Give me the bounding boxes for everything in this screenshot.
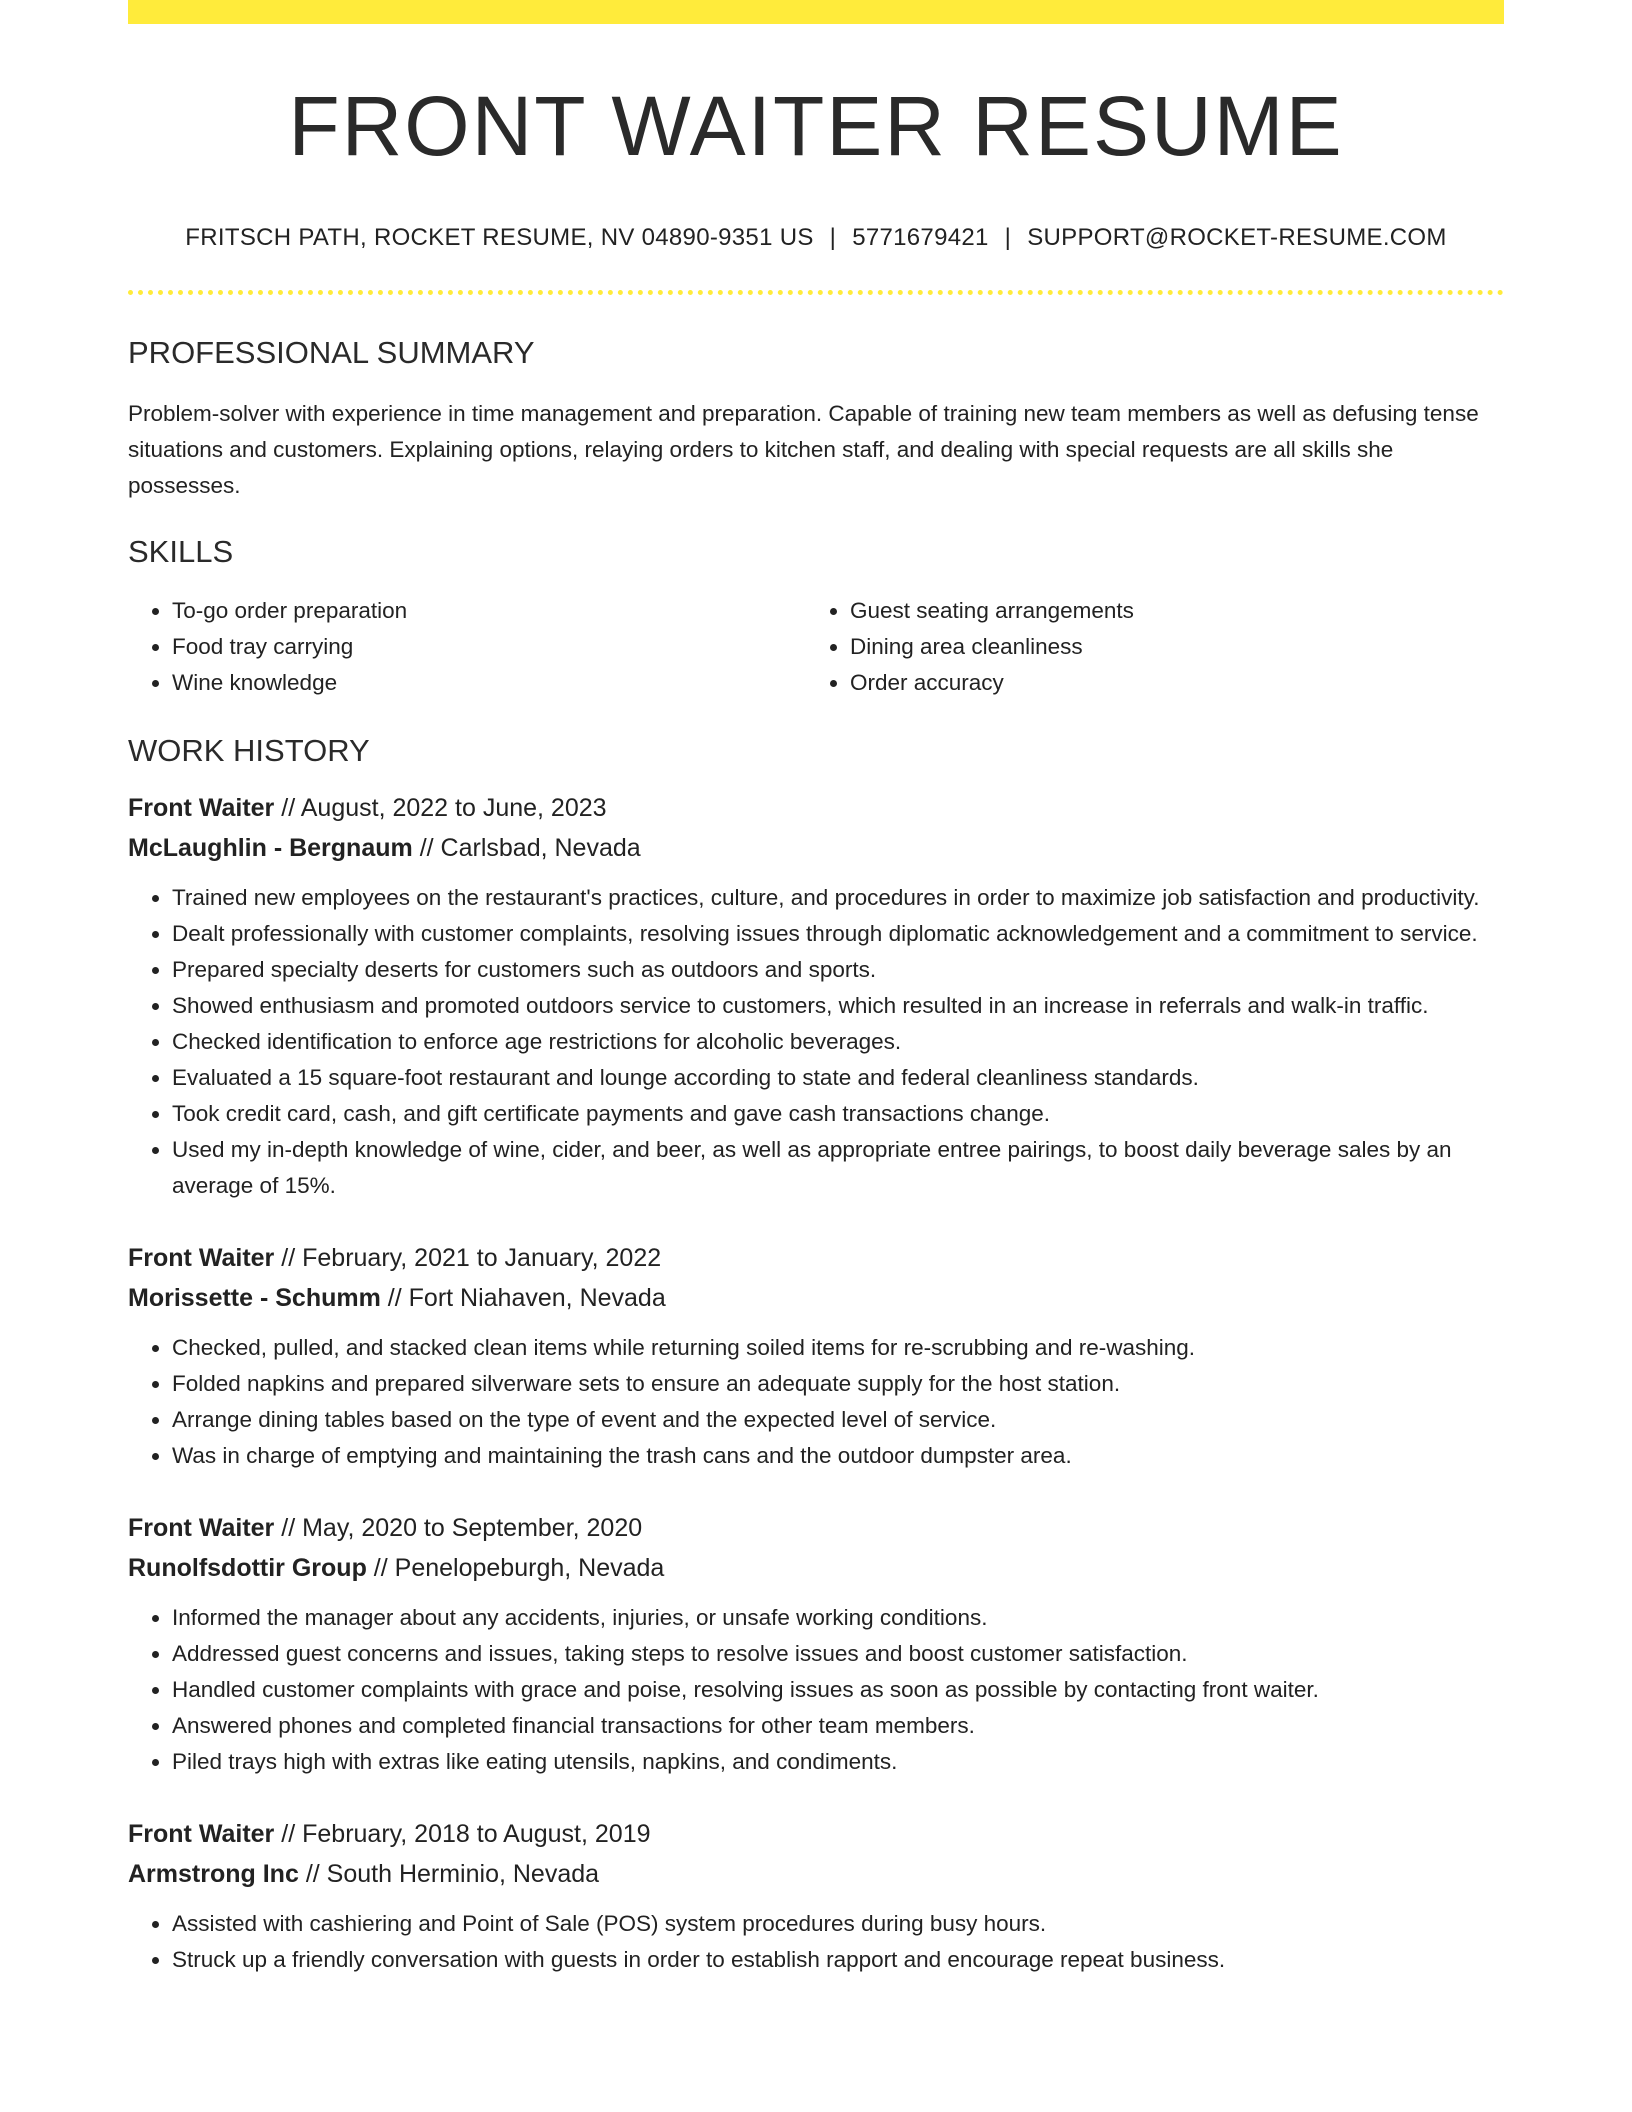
job-role: Front Waiter — [128, 1244, 275, 1272]
skills-column-left — [128, 593, 806, 701]
skills-list — [128, 593, 1504, 701]
skill-item: • Food tray carrying — [172, 629, 806, 665]
skills-heading: SKILLS — [128, 534, 234, 569]
job-company-line — [128, 1548, 1504, 1588]
skill-item: • Guest seating arrangements — [850, 593, 1504, 629]
job-bullet: • Checked, pulled, and stacked clean items while returning soiled items for re-scrubbing and re-washing. — [172, 1330, 1504, 1366]
job-dates: February, 2021 to January, 2022 — [302, 1244, 662, 1272]
job-bullets — [128, 1330, 1504, 1474]
job-title-line — [128, 1238, 1504, 1278]
job-separator: // — [281, 1514, 296, 1542]
job-bullet: • Showed enthusiasm and promoted outdoors service to customers, which resulted in an increase in referrals and walk-in traffic. — [172, 988, 1504, 1024]
skills-column-right — [806, 593, 1504, 701]
job-dates: February, 2018 to August, 2019 — [302, 1820, 651, 1848]
job-company-line — [128, 1854, 1504, 1894]
contact-address: FRITSCH PATH, ROCKET RESUME, NV 04890-9351 US — [185, 224, 814, 251]
dotted-divider — [128, 290, 1504, 295]
job-bullet: • Folded napkins and prepared silverware sets to ensure an adequate supply for the host station. — [172, 1366, 1504, 1402]
job-location: Carlsbad, Nevada — [440, 834, 641, 862]
job-bullet: • Addressed guest concerns and issues, taking steps to resolve issues and boost customer satisfaction. — [172, 1636, 1504, 1672]
job-company-line — [128, 1278, 1504, 1318]
contact-phone: 5771679421 — [852, 224, 989, 251]
job-separator: // — [281, 794, 296, 822]
job-location: Fort Niahaven, Nevada — [408, 1284, 666, 1312]
accent-top-bar — [128, 0, 1504, 24]
work-history-heading: WORK HISTORY — [128, 733, 370, 768]
skill-item: • Order accuracy — [850, 665, 1504, 701]
skill-item: • Dining area cleanliness — [850, 629, 1504, 665]
job-bullets — [128, 880, 1504, 1204]
job-entry — [128, 1238, 1504, 1474]
job-separator: // — [419, 834, 434, 862]
job-location: Penelopeburgh, Nevada — [394, 1554, 665, 1582]
summary-text: Problem-solver with experience in time management and preparation. Capable of training new team members as well as defusing tense situations and customers. Explaining options, relaying orders to kitchen staff, and dealing with special requests are all skills she possesses. — [128, 401, 1479, 498]
job-title-line — [128, 1508, 1504, 1548]
resume-page — [128, 0, 1504, 1978]
summary-heading: PROFESSIONAL SUMMARY — [128, 335, 535, 370]
job-bullet: • Prepared specialty deserts for customers such as outdoors and sports. — [172, 952, 1504, 988]
job-bullet: • Checked identification to enforce age restrictions for alcoholic beverages. — [172, 1024, 1504, 1060]
job-dates: August, 2022 to June, 2023 — [300, 794, 607, 822]
job-company: Morissette - Schumm — [128, 1284, 381, 1312]
job-entry — [128, 1814, 1504, 1978]
job-bullet: • Used my in-depth knowledge of wine, cider, and beer, as well as appropriate entree pairings, to boost daily beverage sales by an average of 15%. — [172, 1132, 1504, 1204]
job-separator: // — [373, 1554, 388, 1582]
resume-title: FRONT WAITER RESUME — [288, 79, 1344, 173]
job-separator: // — [281, 1820, 296, 1848]
job-bullets — [128, 1600, 1504, 1780]
job-role: Front Waiter — [128, 794, 275, 822]
job-company: Armstrong Inc — [128, 1860, 299, 1888]
job-bullet: • Answered phones and completed financial transactions for other team members. — [172, 1708, 1504, 1744]
job-bullet: • Trained new employees on the restaurant's practices, culture, and procedures in order to maximize job satisfaction and productivity. — [172, 880, 1504, 916]
job-separator: // — [305, 1860, 320, 1888]
job-bullet: • Took credit card, cash, and gift certificate payments and gave cash transactions change. — [172, 1096, 1504, 1132]
skill-item: • To-go order preparation — [172, 593, 806, 629]
contact-line — [128, 226, 1504, 250]
job-title-line — [128, 788, 1504, 828]
job-bullet: • Evaluated a 15 square-foot restaurant and lounge according to state and federal cleanliness standards. — [172, 1060, 1504, 1096]
job-company: Runolfsdottir Group — [128, 1554, 367, 1582]
job-bullet: • Dealt professionally with customer complaints, resolving issues through diplomatic acknowledgement and a commitment to service. — [172, 916, 1504, 952]
job-bullet: • Assisted with cashiering and Point of Sale (POS) system procedures during busy hours. — [172, 1906, 1504, 1942]
job-bullet: • Piled trays high with extras like eating utensils, napkins, and condiments. — [172, 1744, 1504, 1780]
job-bullet: • Was in charge of emptying and maintaining the trash cans and the outdoor dumpster area. — [172, 1438, 1504, 1474]
contact-separator: | — [829, 224, 837, 251]
job-role: Front Waiter — [128, 1820, 275, 1848]
job-bullet: • Handled customer complaints with grace and poise, resolving issues as soon as possible by contacting front waiter. — [172, 1672, 1504, 1708]
job-separator: // — [387, 1284, 402, 1312]
job-separator: // — [281, 1244, 296, 1272]
contact-email: SUPPORT@ROCKET-RESUME.COM — [1027, 224, 1447, 251]
job-role: Front Waiter — [128, 1514, 275, 1542]
job-location: South Herminio, Nevada — [326, 1860, 600, 1888]
job-bullets — [128, 1906, 1504, 1978]
contact-separator: | — [1004, 224, 1012, 251]
job-entry — [128, 788, 1504, 1204]
job-bullet: • Struck up a friendly conversation with guests in order to establish rapport and encourage repeat business. — [172, 1942, 1504, 1978]
job-dates: May, 2020 to September, 2020 — [302, 1514, 643, 1542]
job-title-line — [128, 1814, 1504, 1854]
job-entry — [128, 1508, 1504, 1780]
job-bullet: • Informed the manager about any accidents, injuries, or unsafe working conditions. — [172, 1600, 1504, 1636]
skill-item: • Wine knowledge — [172, 665, 806, 701]
job-company: McLaughlin - Bergnaum — [128, 834, 413, 862]
job-company-line — [128, 828, 1504, 868]
job-bullet: • Arrange dining tables based on the type of event and the expected level of service. — [172, 1402, 1504, 1438]
